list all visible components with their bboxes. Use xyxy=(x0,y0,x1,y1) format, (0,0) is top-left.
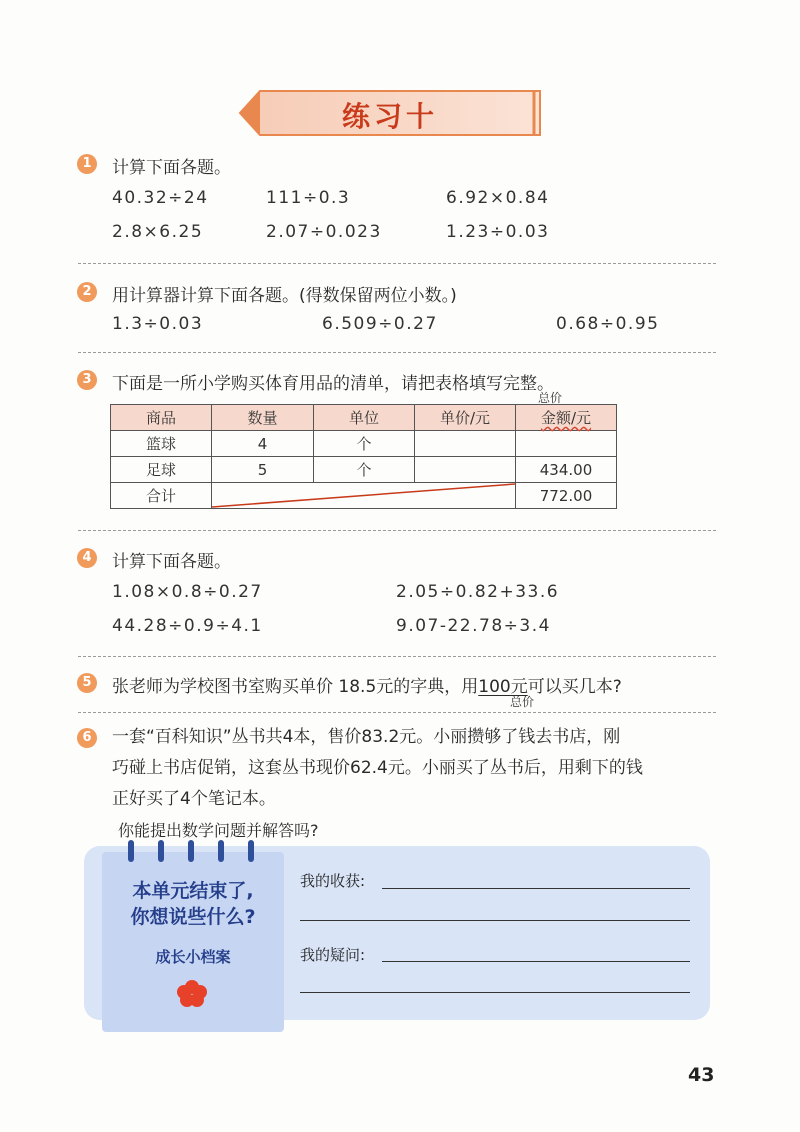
question-text xyxy=(112,672,622,697)
annotation-note: 总价 xyxy=(538,391,563,405)
expression: 1.08×0.8÷0.27 xyxy=(112,582,263,602)
expression: 111÷0.3 xyxy=(266,188,351,208)
table-cell[interactable] xyxy=(415,431,516,457)
card-subtitle: 成长小档案 xyxy=(155,948,231,966)
column-header xyxy=(415,405,516,431)
binder-ring xyxy=(218,840,224,862)
table-row xyxy=(111,457,617,483)
section-divider xyxy=(78,352,716,353)
table-cell: 合计 xyxy=(111,483,212,509)
paragraph-line: 正好买了4个笔记本。 xyxy=(112,789,276,809)
expression: 0.68÷0.95 xyxy=(556,314,660,334)
expression: 6.92×0.84 xyxy=(446,188,550,208)
table-cell-diagonal xyxy=(212,483,516,509)
expression: 2.8×6.25 xyxy=(112,222,204,242)
card-title-line: 你想说些什么? xyxy=(130,906,256,928)
underlined-amount: 100元 xyxy=(478,677,528,697)
binder-ring xyxy=(188,840,194,862)
write-line[interactable] xyxy=(300,992,690,993)
expression: 40.32÷24 xyxy=(112,188,209,208)
diagonal-line xyxy=(212,483,515,508)
column-header-text: 单价/元 xyxy=(439,409,491,427)
table-cell: 篮球 xyxy=(111,431,212,457)
binder-ring xyxy=(128,840,134,862)
table-cell: 个 xyxy=(314,457,415,483)
question-number-badge: 1 xyxy=(77,154,97,174)
table-header-row xyxy=(111,405,617,431)
question-prompt: 计算下面各题。 xyxy=(112,552,231,572)
question-prompt: 计算下面各题。 xyxy=(112,158,231,178)
table-total-row xyxy=(111,483,617,509)
binder-ring xyxy=(248,840,254,862)
table-cell[interactable] xyxy=(516,431,617,457)
page-title: 练习十 xyxy=(341,100,438,133)
paragraph-line: 巧碰上书店促销，这套丛书现价62.4元。小丽买了丛书后，用剩下的钱 xyxy=(112,758,643,778)
paragraph-line: 一套“百科知识”丛书共4本，售价83.2元。小丽攒够了钱去书店，刚 xyxy=(112,727,621,747)
question-number-badge: 6 xyxy=(77,728,97,748)
column-header: 单位 xyxy=(314,405,415,431)
table-cell: 772.00 xyxy=(516,483,617,509)
column-header-text: 金额/元 xyxy=(540,409,592,427)
question-text-part: 可以买几本? xyxy=(527,677,622,697)
table-cell: 434.00 xyxy=(516,457,617,483)
section-divider xyxy=(78,530,716,531)
expression: 44.28÷0.9÷4.1 xyxy=(112,616,263,636)
column-header: 商品 xyxy=(111,405,212,431)
table-cell: 个 xyxy=(314,431,415,457)
expression: 9.07-22.78÷3.4 xyxy=(396,616,551,636)
flower-icon xyxy=(176,978,208,1008)
column-header xyxy=(516,405,617,431)
write-line[interactable] xyxy=(300,920,690,921)
binder-ring xyxy=(158,840,164,862)
question-number-badge: 4 xyxy=(77,548,97,568)
expression: 1.3÷0.03 xyxy=(112,314,204,334)
question-text-part: 张老师为学校图书室购买单价 18.5元的字典，用 xyxy=(112,677,479,697)
expression: 1.23÷0.03 xyxy=(446,222,550,242)
question-label: 我的疑问: xyxy=(300,946,366,964)
table-cell: 足球 xyxy=(111,457,212,483)
question-number-badge: 5 xyxy=(77,673,97,693)
question-number-badge: 3 xyxy=(77,370,97,390)
section-divider xyxy=(78,712,716,713)
question-prompt: 下面是一所小学购买体育用品的清单，请把表格填写完整。 xyxy=(112,374,554,394)
question-number-badge: 2 xyxy=(77,282,97,302)
title-banner xyxy=(238,89,542,137)
question-prompt: 你能提出数学问题并解答吗? xyxy=(118,821,319,840)
table-row xyxy=(111,431,617,457)
annotation-note: 总价 xyxy=(510,695,535,709)
section-divider xyxy=(78,656,716,657)
purchase-table xyxy=(110,404,617,509)
table-cell: 5 xyxy=(212,457,314,483)
question-paragraph xyxy=(112,722,722,815)
table-cell: 4 xyxy=(212,431,314,457)
column-header: 数量 xyxy=(212,405,314,431)
write-line[interactable] xyxy=(382,888,690,889)
gain-label: 我的收获: xyxy=(300,872,366,890)
card-title-line: 本单元结束了, xyxy=(132,880,254,902)
expression: 2.07÷0.023 xyxy=(266,222,382,242)
question-prompt: 用计算器计算下面各题。(得数保留两位小数。) xyxy=(112,286,457,306)
write-line[interactable] xyxy=(382,961,690,962)
expression: 6.509÷0.27 xyxy=(322,314,438,334)
expression: 2.05÷0.82+33.6 xyxy=(396,582,560,602)
section-divider xyxy=(78,263,716,264)
page-number: 43 xyxy=(688,1064,715,1086)
table-cell[interactable] xyxy=(415,457,516,483)
